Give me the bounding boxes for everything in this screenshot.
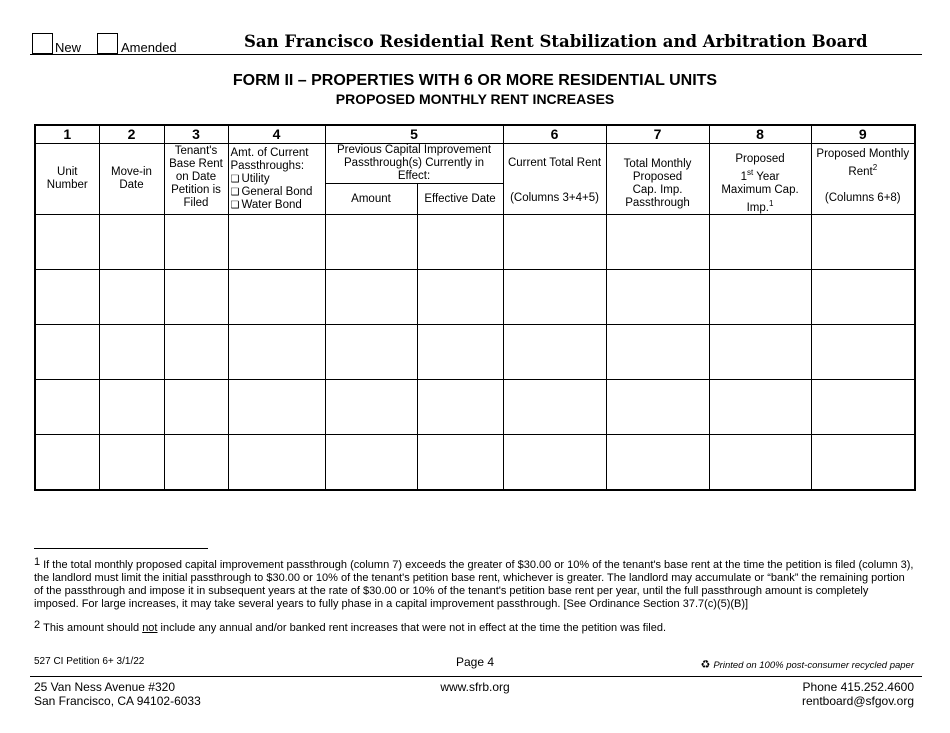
petition-filed-header: Petition is Filed — [164, 184, 228, 215]
proposed-monthly-rent-header: Proposed Monthly Rent$^2$ — [811, 144, 915, 184]
form-subtitle: PROPOSED MONTHLY RENT INCREASES — [335, 91, 615, 107]
footnote-2-not: not — [142, 622, 158, 634]
amount-cell[interactable] — [325, 215, 417, 270]
effective-date-cell[interactable] — [417, 270, 503, 325]
cap-imp-passthrough-header: Cap. Imp. Passthrough — [606, 184, 709, 215]
amount-cell[interactable] — [325, 325, 417, 380]
footer-divider — [30, 676, 922, 677]
passthroughs-cell[interactable] — [228, 270, 325, 325]
footnote-2-text-post: include any annual and/or banked rent increases that were not in effect at the time the petition was filed. — [157, 622, 667, 634]
first-year-max-cell[interactable] — [709, 380, 811, 435]
footnote-2 — [34, 619, 914, 635]
total-proposed-cell[interactable] — [606, 435, 709, 491]
passthroughs-cell[interactable] — [228, 215, 325, 270]
email-address[interactable]: rentboard@sfgov.org — [801, 694, 914, 708]
board-title: San Francisco Residential Rent Stabilization and Arbitration Board — [244, 32, 868, 51]
first-year-max-cell[interactable] — [709, 270, 811, 325]
previous-cap-imp-header: Previous Capital Improvement Passthrough(s) Currently in Effect: — [325, 144, 503, 184]
utility-label: Utility — [241, 172, 270, 185]
total-proposed-cell[interactable] — [606, 270, 709, 325]
move-in-date-cell[interactable] — [99, 380, 164, 435]
current-total-rent-cell[interactable] — [503, 270, 606, 325]
total-proposed-cell[interactable] — [606, 215, 709, 270]
table-row — [35, 325, 915, 380]
first-year-label: 1st Year — [740, 167, 780, 183]
columns-6-8-note: (Columns 6+8) — [811, 184, 915, 215]
effective-date-cell[interactable] — [417, 325, 503, 380]
unit-number-header: Unit Number — [35, 144, 99, 215]
move-in-date-cell[interactable] — [99, 215, 164, 270]
maximum-cap-imp-header: Maximum Cap. Imp.$^1$ — [709, 184, 811, 215]
proposed-rent-cell[interactable] — [811, 435, 915, 491]
unit-number-cell[interactable] — [35, 325, 99, 380]
base-rent-cell[interactable] — [164, 215, 228, 270]
total-proposed-cell[interactable] — [606, 380, 709, 435]
base-rent-cell[interactable] — [164, 380, 228, 435]
move-in-date-header: Move-in Date — [99, 144, 164, 215]
column-number-row — [35, 125, 915, 144]
table-row — [35, 215, 915, 270]
move-in-date-cell[interactable] — [99, 435, 164, 491]
page-number: Page 4 — [455, 655, 495, 669]
col-number: 2 — [99, 125, 164, 144]
checkbox-icon: ❑ — [230, 173, 240, 185]
rent-increase-table — [34, 124, 916, 491]
amount-cell[interactable] — [325, 380, 417, 435]
form-code: 527 CI Petition 6+ 3/1/22 — [34, 656, 145, 667]
water-bond-label: Water Bond — [241, 198, 302, 211]
base-rent-cell[interactable] — [164, 270, 228, 325]
amount-cell[interactable] — [325, 435, 417, 491]
proposed-rent-cell[interactable] — [811, 380, 915, 435]
footer-contact — [802, 680, 914, 708]
footnote-divider — [34, 548, 208, 549]
effective-date-cell[interactable] — [417, 215, 503, 270]
proposed-rent-cell[interactable] — [811, 325, 915, 380]
table-row — [35, 270, 915, 325]
total-monthly-proposed-header: Total Monthly Proposed — [606, 144, 709, 184]
utility-option — [231, 173, 323, 186]
current-total-rent-cell[interactable] — [503, 325, 606, 380]
first-year-max-cell[interactable] — [709, 325, 811, 380]
col-number: 8 — [709, 125, 811, 144]
footnote-1-marker: 1 — [34, 556, 41, 568]
header-row-top — [35, 144, 915, 184]
amount-cell[interactable] — [325, 270, 417, 325]
base-rent-cell[interactable] — [164, 435, 228, 491]
current-total-rent-cell[interactable] — [503, 380, 606, 435]
passthroughs-cell[interactable] — [228, 325, 325, 380]
unit-number-cell[interactable] — [35, 270, 99, 325]
unit-number-cell[interactable] — [35, 380, 99, 435]
table-row — [35, 435, 915, 491]
col-number: 7 — [606, 125, 709, 144]
header-bar — [30, 30, 922, 55]
footnote-2-text-pre: This amount should — [43, 622, 143, 634]
new-label: New — [55, 40, 82, 55]
amended-label: Amended — [121, 40, 177, 55]
table-row — [35, 380, 915, 435]
general-bond-label: General Bond — [241, 185, 313, 198]
footnote-1 — [34, 556, 914, 611]
general-bond-option — [231, 186, 323, 199]
col-number: 9 — [811, 125, 915, 144]
proposed-first-year-header — [709, 144, 811, 184]
proposed-rent-cell[interactable] — [811, 270, 915, 325]
current-total-rent-cell[interactable] — [503, 215, 606, 270]
current-total-rent-cell[interactable] — [503, 435, 606, 491]
col-number: 6 — [503, 125, 606, 144]
passthroughs-cell[interactable] — [228, 380, 325, 435]
proposed-rent-cell[interactable] — [811, 215, 915, 270]
current-total-rent-header: Current Total Rent — [503, 144, 606, 184]
col-number: 1 — [35, 125, 99, 144]
first-year-max-cell[interactable] — [709, 435, 811, 491]
effective-date-cell[interactable] — [417, 435, 503, 491]
columns-3-4-5-note: (Columns 3+4+5) — [503, 184, 606, 215]
recycle-icon: ♻ — [700, 659, 711, 671]
col-number: 5 — [325, 125, 503, 144]
checkbox-icon: ❑ — [230, 199, 240, 211]
base-rent-cell[interactable] — [164, 325, 228, 380]
unit-number-cell[interactable] — [35, 215, 99, 270]
address-line-2: San Francisco, CA 94102-6033 — [34, 694, 201, 708]
effective-date-subheader: Effective Date — [417, 184, 503, 215]
move-in-date-cell[interactable] — [99, 270, 164, 325]
amended-checkbox[interactable] — [97, 33, 118, 54]
water-bond-option — [231, 199, 323, 212]
passthroughs-cell[interactable] — [228, 435, 325, 491]
amount-subheader: Amount — [325, 184, 417, 215]
checkbox-icon: ❑ — [230, 186, 240, 198]
passthroughs-title: Amt. of Current Passthroughs: — [230, 146, 309, 172]
base-rent-header: Tenant's Base Rent on Date — [164, 144, 228, 184]
footnote-1-text: If the total monthly proposed capital improvement passthrough (column 7) exceeds the greater of $30.00 or 10% of the tenant's base rent at the time the petition is filed (column 3), the landlord must limit the initial passthrough to $30.00 or 10% of the tenant's petition base rent, whichever is greater. The landlord may accumulate or “bank” the remaining portion of the passthrough and impose it in subsequent years at the rate of $30.00 or 10% of the tenant's petition base rent per year, until the full passthrough amount is completely imposed. For large increases, it may take several years to fully phase in a capital improvement passthrough. [See Ordinance Section 37.7(c)(5)(B)] — [34, 559, 914, 610]
footer-website[interactable]: www.sfrb.org — [440, 680, 510, 694]
proposed-label: Proposed — [735, 152, 785, 165]
new-checkbox[interactable] — [32, 33, 53, 54]
recycled-note: ♻ Printed on 100% post-consumer recycled paper — [700, 659, 914, 671]
move-in-date-cell[interactable] — [99, 325, 164, 380]
footnote-2-marker: 2 — [34, 619, 41, 631]
first-year-max-cell[interactable] — [709, 215, 811, 270]
col-number: 3 — [164, 125, 228, 144]
total-proposed-cell[interactable] — [606, 325, 709, 380]
address-line-1: 25 Van Ness Avenue #320 — [34, 680, 175, 694]
phone-number: Phone 415.252.4600 — [802, 680, 914, 694]
form-title: FORM II – PROPERTIES WITH 6 OR MORE RESIDENTIAL UNITS — [232, 72, 718, 89]
unit-number-cell[interactable] — [35, 435, 99, 491]
col-number: 4 — [228, 125, 325, 144]
current-passthroughs-header — [228, 144, 325, 215]
header-row-bottom — [35, 184, 915, 215]
effective-date-cell[interactable] — [417, 380, 503, 435]
